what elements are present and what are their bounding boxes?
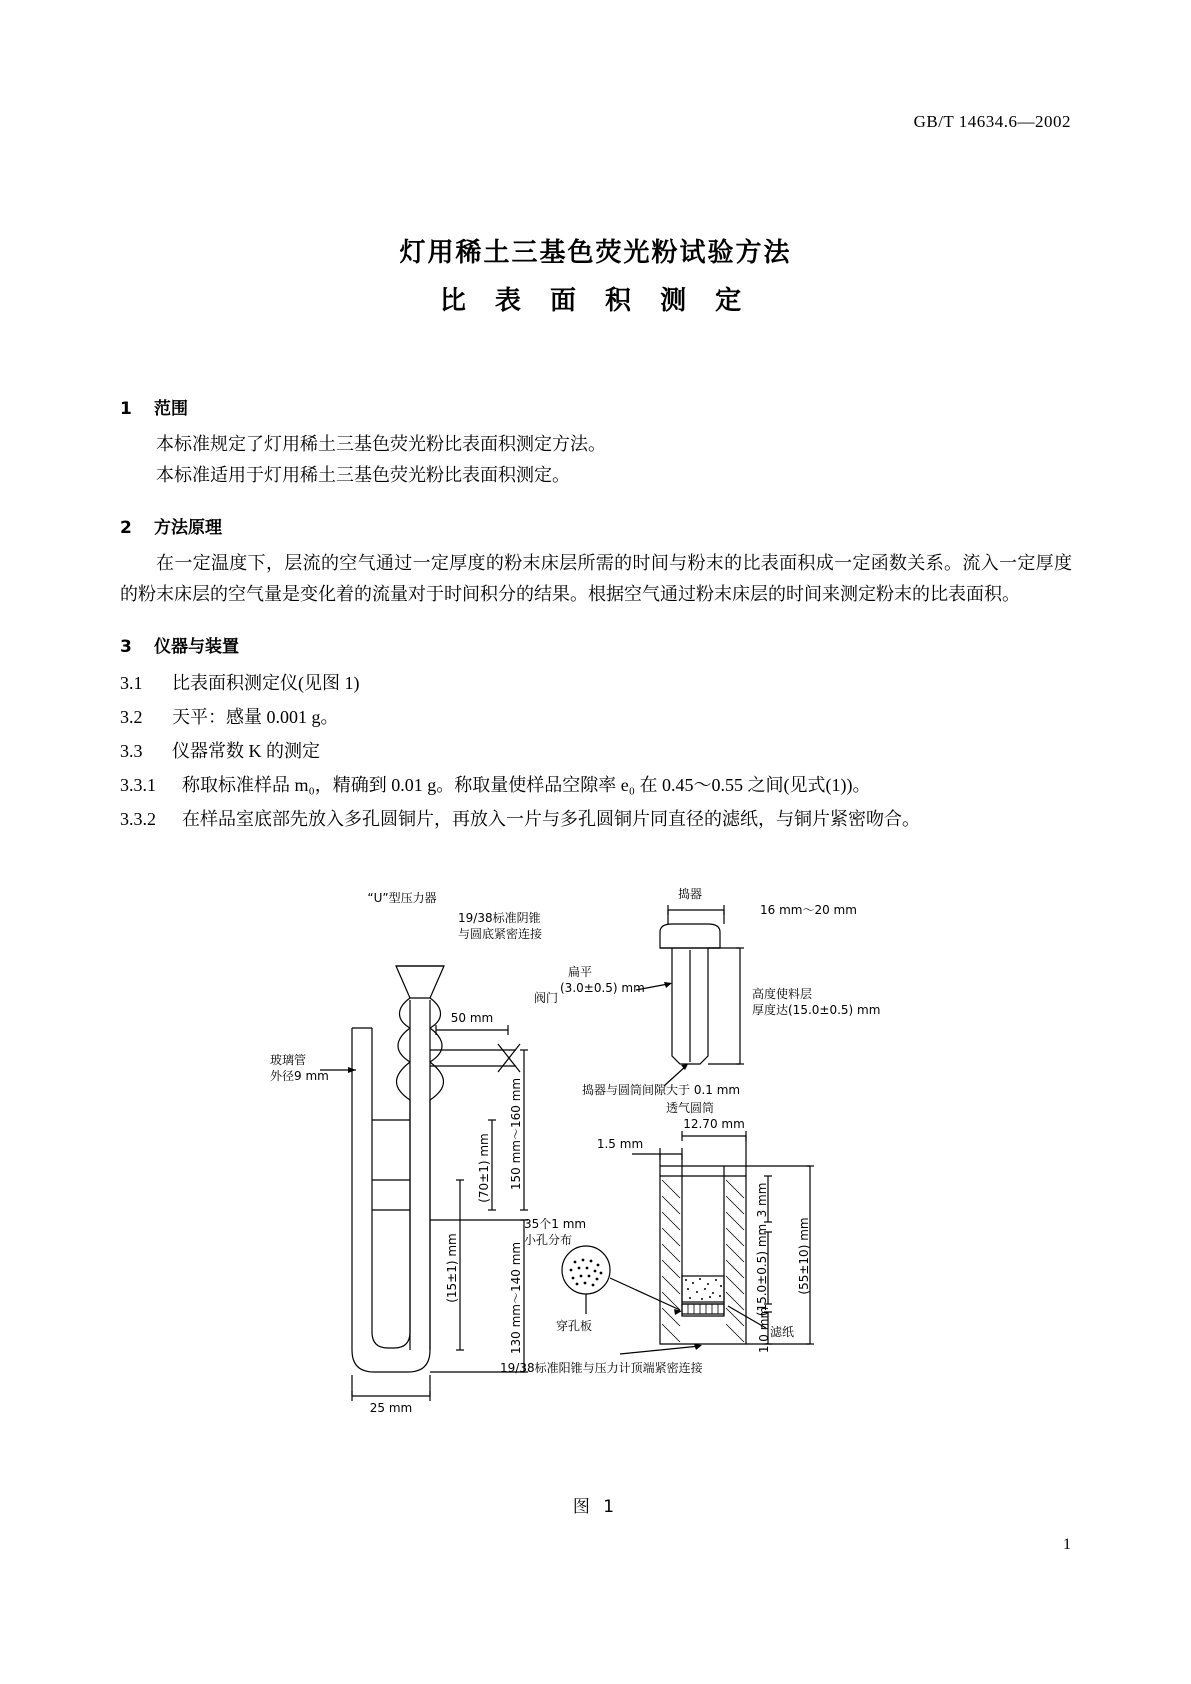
- clause-number-3-3-2: 3.3.2: [120, 809, 156, 829]
- label-bottom-note: 19/38标准阳锥与压力计顶端紧密连接: [500, 1361, 703, 1375]
- clause-3-3: [120, 735, 1072, 767]
- label-holes-1: 35个1 mm: [524, 1217, 587, 1231]
- section-title-3: 仪器与装置: [154, 637, 239, 657]
- label-cylinder-title: 透气圆筒: [665, 1101, 715, 1115]
- clause-text-3-1: 比表面积测定仪(见图 1): [172, 673, 360, 693]
- label-gap-note: 捣器与圆筒间隙大于 0.1 mm: [582, 1083, 741, 1097]
- label-dim-25: 25 mm: [369, 1401, 413, 1415]
- clause-number-3-3: 3.3: [120, 741, 143, 761]
- figure-caption: 图 1: [572, 1497, 619, 1517]
- clause-3-1: [120, 667, 1072, 699]
- label-height-2: 厚度达(15.0±0.5) mm: [752, 1003, 881, 1017]
- section-number-1: 1: [120, 399, 132, 419]
- document-title: [0, 232, 1191, 324]
- label-dim-15: (15±1) mm: [445, 1233, 459, 1303]
- label-dim-130-140: 130 mm～140 mm: [509, 1241, 523, 1355]
- section-number-3: 3: [120, 637, 132, 657]
- paragraph-1-2: 本标准适用于灯用稀土三基色荧光粉比表面积测定。: [156, 465, 570, 485]
- label-tamper-title: 捣器: [677, 887, 703, 901]
- clause-number-3-3-1: 3.3.1: [120, 775, 156, 795]
- label-glass-tube-2: 外径9 mm: [270, 1069, 329, 1083]
- clause-number-3-2: 3.2: [120, 707, 143, 727]
- label-valve: 阀门: [534, 991, 559, 1005]
- clause-3-3-2: [120, 803, 1072, 835]
- label-dim-70: (70±1) mm: [477, 1133, 491, 1203]
- section-number-2: 2: [120, 518, 132, 538]
- label-dim-12-70: 12.70 mm: [683, 1117, 745, 1131]
- paragraph-2-1: 在一定温度下，层流的空气通过一定厚度的粉末床层所需的时间与粉末的比表面积成一定函数关系。流入一定厚度的粉末床层的空气量是变化着的流量对于时间积分的结果。根据空气通过粉末床层的时间来测定粉末的比表面积。: [120, 553, 1072, 604]
- label-perf-plate: 穿孔板: [556, 1319, 593, 1333]
- label-height-1: 高度使料层: [752, 987, 813, 1001]
- clause-text-3-2: 天平：感量 0.001 g。: [172, 707, 339, 727]
- section-heading-3: [120, 632, 1072, 657]
- label-filter-paper: 滤纸: [770, 1325, 795, 1339]
- label-dim-50: 50 mm: [450, 1011, 494, 1025]
- page-number: 1: [1063, 1536, 1071, 1553]
- label-dim-1-0: 1.0 mm: [757, 1306, 771, 1354]
- figure-1-apparatus-diagram: [120, 880, 1072, 1540]
- section-heading-1: [120, 394, 1072, 419]
- paragraph-1-1: 本标准规定了灯用稀土三基色荧光粉比表面积测定方法。: [156, 434, 606, 454]
- section-heading-2: [120, 513, 1072, 538]
- label-cone-note-1: 19/38标准阴锥: [458, 911, 541, 925]
- label-dim-3: 3 mm: [755, 1182, 769, 1218]
- label-flat-1: 扁平: [568, 965, 593, 979]
- section-title-2: 方法原理: [154, 518, 222, 538]
- document-body: [120, 372, 1072, 835]
- label-dim-16-20: 16 mm～20 mm: [760, 903, 857, 917]
- label-dim-55: (55±10) mm: [797, 1217, 811, 1295]
- clause-3-3-1: [120, 769, 1072, 801]
- label-cone-note-2: 与圆底紧密连接: [458, 927, 543, 941]
- standard-number: GB/T 14634.6—2002: [913, 112, 1071, 131]
- label-dim-150-160: 150 mm～160 mm: [509, 1077, 523, 1191]
- clause-text-3-3: 仪器常数 K 的测定: [172, 741, 320, 761]
- clause-3-2: [120, 701, 1072, 733]
- label-holes-2: 小孔分布: [524, 1233, 573, 1247]
- section-title-1: 范围: [154, 399, 188, 419]
- label-u-tube-title: “U”型压力器: [367, 891, 437, 905]
- title-line-2: 比 表 面 积 测 定: [439, 286, 752, 316]
- clause-text-3-3-2: 在样品室底部先放入多孔圆铜片，再放入一片与多孔圆铜片同直径的滤纸，与铜片紧密吻合。: [182, 809, 920, 829]
- figure-1-svg: [120, 880, 1072, 1540]
- title-line-1: 灯用稀土三基色荧光粉试验方法: [399, 238, 792, 268]
- clause-number-3-1: 3.1: [120, 673, 143, 693]
- label-dim-1-5: 1.5 mm: [596, 1137, 644, 1151]
- label-dim-15-0: (15.0±0.5) mm: [755, 1223, 769, 1317]
- clause-text-3-3-1: 称取标准样品 m₀，精确到 0.01 g。称取量使样品空隙率 e₀ 在 0.45～0.55 之间(见式(1))。: [182, 775, 871, 795]
- label-flat-2: (3.0±0.5) mm: [560, 981, 645, 995]
- label-glass-tube-1: 玻璃管: [270, 1053, 307, 1067]
